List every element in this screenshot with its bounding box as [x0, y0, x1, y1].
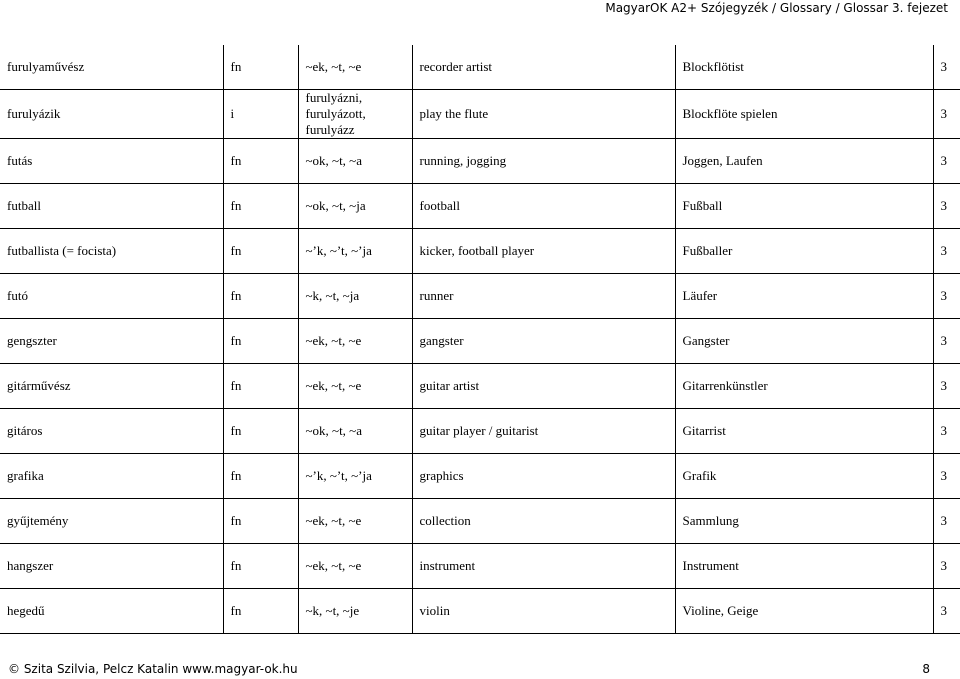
word-forms-cell: ~ek, ~t, ~e	[298, 45, 412, 90]
part-of-speech-cell: fn	[223, 364, 298, 409]
table-row	[0, 184, 960, 229]
part-of-speech-cell: fn	[223, 454, 298, 499]
word-forms-cell: ~’k, ~’t, ~’ja	[298, 229, 412, 274]
word-forms-cell: ~ek, ~t, ~e	[298, 544, 412, 589]
table-row	[0, 454, 960, 499]
hungarian-word-cell: grafika	[0, 454, 223, 499]
word-forms-cell: ~ek, ~t, ~e	[298, 319, 412, 364]
english-translation-cell: football	[412, 184, 675, 229]
german-translation-cell: Blockflötist	[675, 45, 933, 90]
german-translation-cell: Fußballer	[675, 229, 933, 274]
chapter-number-cell: 3	[933, 589, 960, 634]
table-row	[0, 139, 960, 184]
hungarian-word-cell: futó	[0, 274, 223, 319]
part-of-speech-cell: fn	[223, 589, 298, 634]
glossary-table	[0, 45, 960, 634]
english-translation-cell: collection	[412, 499, 675, 544]
footer-page-number: 8	[922, 662, 930, 676]
hungarian-word-cell: gitáros	[0, 409, 223, 454]
part-of-speech-cell: fn	[223, 274, 298, 319]
english-translation-cell: running, jogging	[412, 139, 675, 184]
table-row	[0, 409, 960, 454]
chapter-number-cell: 3	[933, 364, 960, 409]
hungarian-word-cell: hangszer	[0, 544, 223, 589]
german-translation-cell: Instrument	[675, 544, 933, 589]
chapter-number-cell: 3	[933, 139, 960, 184]
chapter-number-cell: 3	[933, 454, 960, 499]
german-translation-cell: Joggen, Laufen	[675, 139, 933, 184]
english-translation-cell: runner	[412, 274, 675, 319]
table-row	[0, 90, 960, 139]
german-translation-cell: Grafik	[675, 454, 933, 499]
english-translation-cell: gangster	[412, 319, 675, 364]
part-of-speech-cell: fn	[223, 499, 298, 544]
german-translation-cell: Gitarrist	[675, 409, 933, 454]
hungarian-word-cell: futballista (= focista)	[0, 229, 223, 274]
word-forms-cell: ~ok, ~t, ~a	[298, 139, 412, 184]
word-forms-cell: ~ok, ~t, ~a	[298, 409, 412, 454]
german-translation-cell: Violine, Geige	[675, 589, 933, 634]
table-row	[0, 589, 960, 634]
part-of-speech-cell: i	[223, 90, 298, 139]
footer-copyright: © Szita Szilvia, Pelcz Katalin www.magyar-ok.hu	[8, 662, 298, 676]
english-translation-cell: graphics	[412, 454, 675, 499]
english-translation-cell: violin	[412, 589, 675, 634]
chapter-number-cell: 3	[933, 274, 960, 319]
chapter-number-cell: 3	[933, 319, 960, 364]
page-header-title: MagyarOK A2+ Szójegyzék / Glossary / Glossar 3. fejezet	[605, 1, 948, 15]
glossary-table-body	[0, 45, 960, 634]
english-translation-cell: kicker, football player	[412, 229, 675, 274]
english-translation-cell: guitar artist	[412, 364, 675, 409]
english-translation-cell: guitar player / guitarist	[412, 409, 675, 454]
chapter-number-cell: 3	[933, 499, 960, 544]
chapter-number-cell: 3	[933, 229, 960, 274]
chapter-number-cell: 3	[933, 184, 960, 229]
german-translation-cell: Läufer	[675, 274, 933, 319]
table-row	[0, 229, 960, 274]
english-translation-cell: play the flute	[412, 90, 675, 139]
table-row	[0, 45, 960, 90]
word-forms-cell: ~k, ~t, ~ja	[298, 274, 412, 319]
german-translation-cell: Fußball	[675, 184, 933, 229]
part-of-speech-cell: fn	[223, 409, 298, 454]
hungarian-word-cell: gyűjtemény	[0, 499, 223, 544]
german-translation-cell: Gitarrenkünstler	[675, 364, 933, 409]
word-forms-cell: ~ok, ~t, ~ja	[298, 184, 412, 229]
hungarian-word-cell: furulyaművész	[0, 45, 223, 90]
hungarian-word-cell: futball	[0, 184, 223, 229]
part-of-speech-cell: fn	[223, 45, 298, 90]
german-translation-cell: Blockflöte spielen	[675, 90, 933, 139]
chapter-number-cell: 3	[933, 90, 960, 139]
english-translation-cell: recorder artist	[412, 45, 675, 90]
table-row	[0, 544, 960, 589]
german-translation-cell: Gangster	[675, 319, 933, 364]
chapter-number-cell: 3	[933, 409, 960, 454]
hungarian-word-cell: gitárművész	[0, 364, 223, 409]
table-row	[0, 319, 960, 364]
chapter-number-cell: 3	[933, 544, 960, 589]
hungarian-word-cell: furulyázik	[0, 90, 223, 139]
chapter-number-cell: 3	[933, 45, 960, 90]
table-row	[0, 499, 960, 544]
part-of-speech-cell: fn	[223, 229, 298, 274]
word-forms-cell: ~ek, ~t, ~e	[298, 364, 412, 409]
part-of-speech-cell: fn	[223, 139, 298, 184]
word-forms-cell: ~’k, ~’t, ~’ja	[298, 454, 412, 499]
hungarian-word-cell: futás	[0, 139, 223, 184]
hungarian-word-cell: hegedű	[0, 589, 223, 634]
german-translation-cell: Sammlung	[675, 499, 933, 544]
word-forms-cell: ~ek, ~t, ~e	[298, 499, 412, 544]
word-forms-cell: ~k, ~t, ~je	[298, 589, 412, 634]
part-of-speech-cell: fn	[223, 319, 298, 364]
english-translation-cell: instrument	[412, 544, 675, 589]
hungarian-word-cell: gengszter	[0, 319, 223, 364]
part-of-speech-cell: fn	[223, 544, 298, 589]
table-row	[0, 274, 960, 319]
word-forms-cell: furulyázni, furulyázott, furulyázz	[298, 90, 412, 139]
table-row	[0, 364, 960, 409]
part-of-speech-cell: fn	[223, 184, 298, 229]
